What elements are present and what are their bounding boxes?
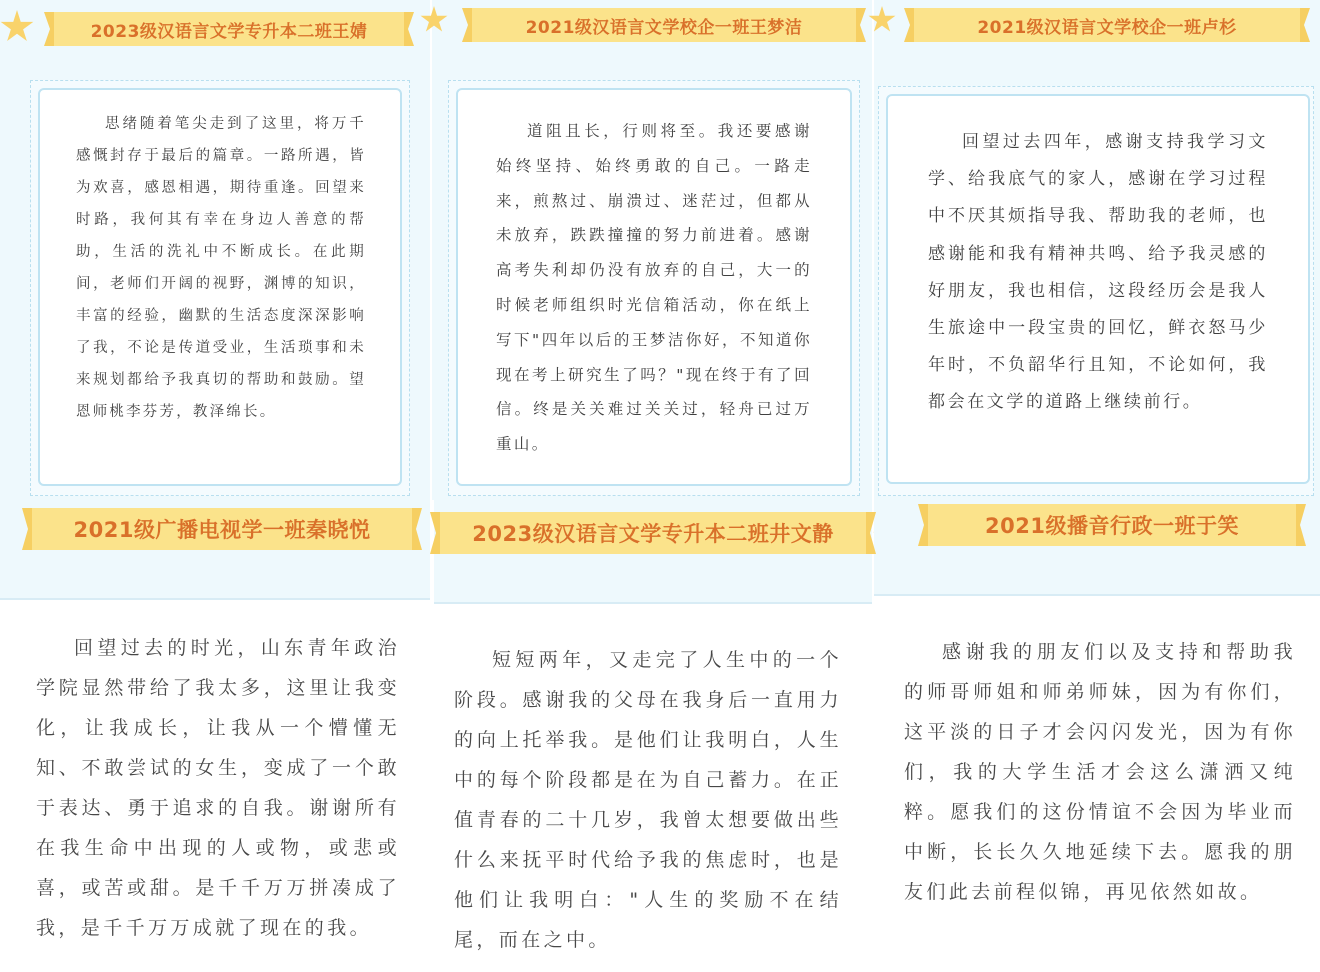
panel-text: 短短两年，又走完了人生中的一个阶段。感谢我的父母在我身后一直用力的向上托举我。是他们让我明白，人生中的每个阶段都是在为自己蓄力。在正值青春的二十几岁，我曾太想要做出些什么来抚平时代给予我的焦虑时，也是他们让我明白："人生的奖励不在结尾，而在之中。 (454, 649, 842, 951)
panel-title-qinxiaoyue: 2021级广播电视学一班秦晓悦 (30, 508, 414, 550)
panel-body-yuxiao (904, 632, 1296, 912)
divider (0, 598, 430, 600)
panel-card-wangjing (38, 88, 402, 486)
panel-card-lushan (886, 94, 1310, 484)
panel-body-qinxiaoyue (36, 628, 400, 948)
panel-card-wangmengjie (456, 88, 852, 486)
panel-text: 回望过去的时光，山东青年政治学院显然带给了我太多，这里让我变化，让我成长，让我从一个懵懂无知、不敢尝试的女生，变成了一个敢于表达、勇于追求的自我。谢谢所有在我生命中出现的人或物，或悲或喜，或苦或甜。是千千万万拼凑成了我，是千千万万成就了现在的我。 (36, 637, 400, 939)
panel-text: 回望过去四年，感谢支持我学习文学、给我底气的家人，感谢在学习过程中不厌其烦指导我、帮助我的老师，也感谢能和我有精神共鸣、给予我灵感的好朋友，我也相信，这段经历会是我人生旅途中一段宝贵的回忆，鲜衣怒马少年时，不负韶华行且知，不论如何，我都会在文学的道路上继续前行。 (928, 132, 1268, 413)
panel-title-wangmengjie: 2021级汉语言文学校企一班王梦洁 (470, 8, 858, 42)
panel-title-jingwenjing: 2023级汉语言文学专升本二班井文静 (438, 512, 868, 554)
panel-text: 感谢我的朋友们以及支持和帮助我的师哥师姐和师弟师妹，因为有你们，这平淡的日子才会闪闪发光，因为有你们，我的大学生活才会这么潇洒又纯粹。愿我们的这份情谊不会因为毕业而中断，长长久久地延续下去。愿我的朋友们此去前程似锦，再见依然如故。 (904, 641, 1296, 903)
panel-title-yuxiao: 2021级播音行政一班于笑 (926, 504, 1298, 546)
panel-body-jingwenjing (454, 640, 842, 960)
divider (874, 594, 1320, 596)
panel-title-wangjing: 2023级汉语言文学专升本二班王婧 (52, 12, 406, 46)
divider (434, 602, 872, 604)
panel-text: 道阻且长，行则将至。我还要感谢始终坚持、始终勇敢的自己。一路走来，煎熬过、崩溃过、迷茫过，但都从未放弃，跌跌撞撞的努力前进着。感谢高考失利却仍没有放弃的自己，大一的时候老师组织时光信箱活动，你在纸上写下"四年以后的王梦洁你好，不知道你现在考上研究生了吗？"现在终于有了回信。终是关关难过关关过，轻舟已过万重山。 (496, 122, 812, 454)
panel-title-lushan: 2021级汉语言文学校企一班卢杉 (912, 8, 1302, 42)
panel-text: 思绪随着笔尖走到了这里，将万千感慨封存于最后的篇章。一路所遇，皆为欢喜，感恩相遇，期待重逢。回望来时路，我何其有幸在身边人善意的帮助，生活的洗礼中不断成长。在此期间，老师们开阔的视野，渊博的知识，丰富的经验，幽默的生活态度深深影响了我，不论是传道受业，生活琐事和未来规划都给予我真切的帮助和鼓励。望恩师桃李芬芳，教泽绵长。 (76, 116, 366, 420)
